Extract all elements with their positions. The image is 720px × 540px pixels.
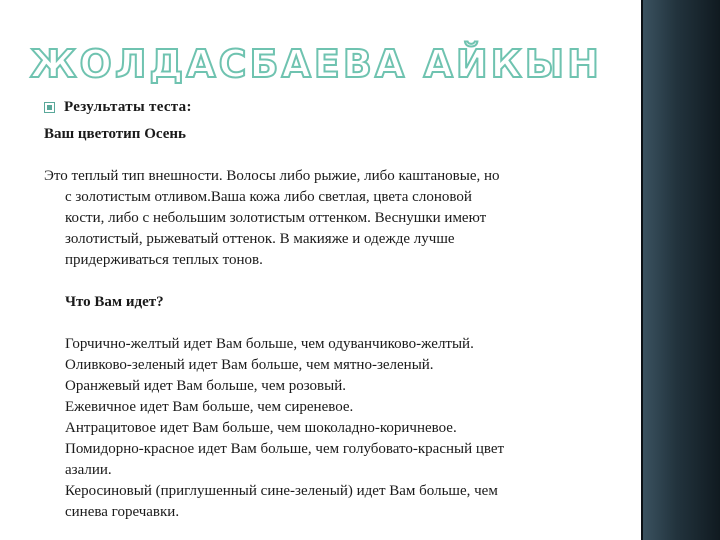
recommendation-line: Ежевичное идет Вам больше, чем сиреневое. — [65, 399, 354, 415]
what-suits-heading: Что Вам идет? — [65, 294, 164, 310]
description-line: золотистый, рыжеватый оттенок. В макияже и одежде лучше — [65, 231, 455, 247]
recommendation-line: Оливково-зеленый идет Вам больше, чем мятно-зеленый. — [65, 357, 434, 373]
description-line: Это теплый тип внешности. Волосы либо рыжие, либо каштановые, но — [44, 168, 500, 184]
recommendation-line: азалии. — [65, 462, 112, 478]
bullet-heading-row — [44, 96, 192, 118]
recommendation-line: Горчично-желтый идет Вам больше, чем одуванчиково-желтый. — [65, 336, 474, 352]
recommendation-line: Помидорно-красное идет Вам больше, чем голубовато-красный цвет — [65, 441, 505, 457]
results-heading: Результаты теста: — [64, 98, 192, 115]
recommendation-line: Керосиновый (приглушенный сине-зеленый) идет Вам больше, чем — [65, 483, 498, 499]
square-bullet-icon — [44, 102, 55, 113]
recommendation-line: Оранжевый идет Вам больше, чем розовый. — [65, 378, 346, 394]
description-line: придерживаться теплых тонов. — [65, 252, 263, 268]
description-line: кости, либо с небольшим золотистым оттенком. Веснушки имеют — [65, 210, 487, 226]
slide-body — [44, 124, 614, 523]
recommendation-line: Антрацитовое идет Вам больше, чем шоколадно-коричневое. — [65, 420, 457, 436]
decorative-sidebar — [641, 0, 720, 540]
slide-title: ЖОЛДАСБАЕВА АЙКЫН — [30, 42, 602, 86]
description-line: с золотистым отливом.Ваша кожа либо светлая, цвета слоновой — [65, 189, 472, 205]
colortype-line: Ваш цветотип Осень — [44, 126, 186, 142]
recommendation-line: синева горечавки. — [65, 504, 180, 520]
